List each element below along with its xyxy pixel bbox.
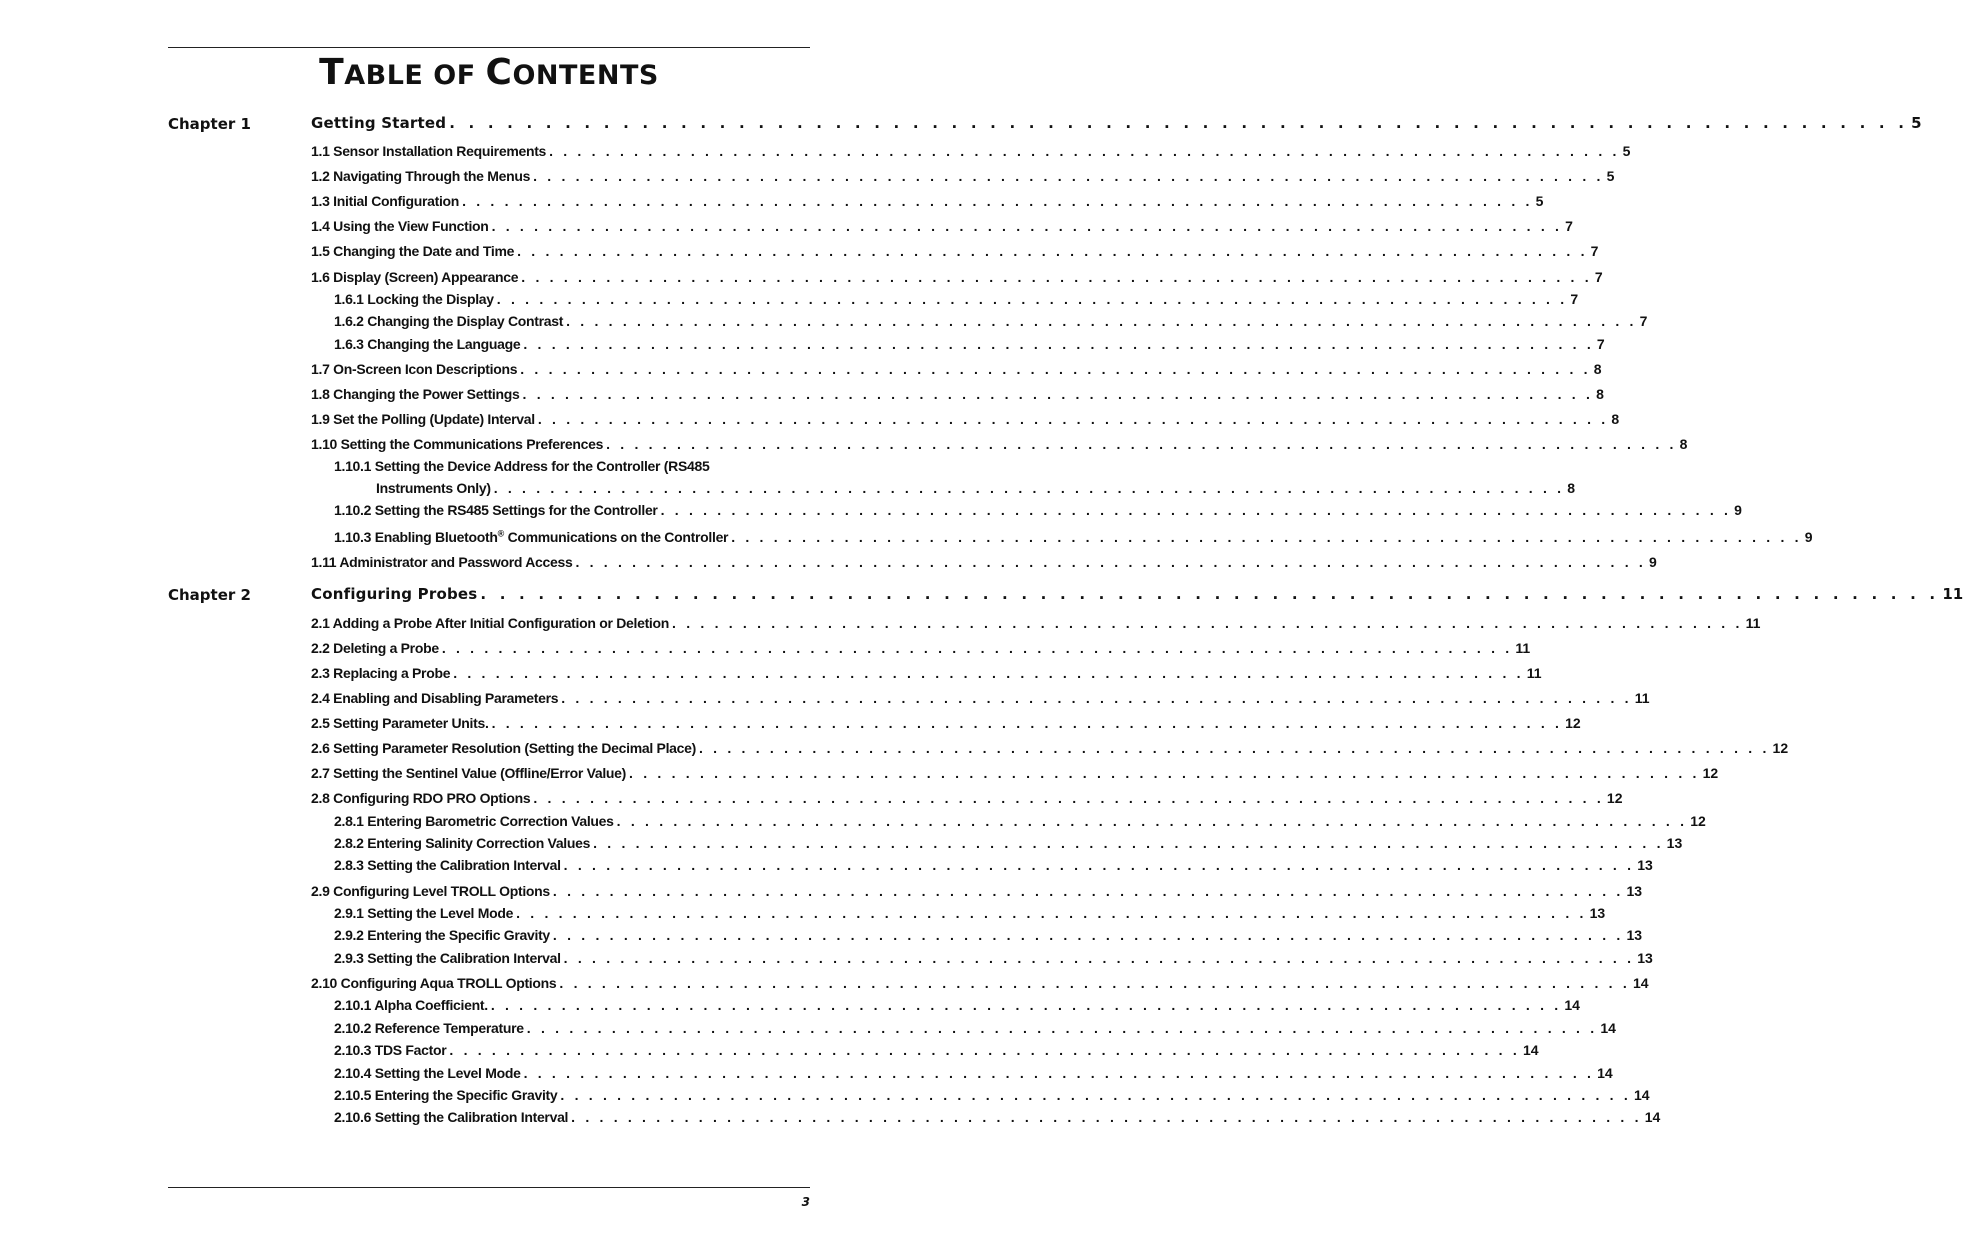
- toc-entry-page: 8: [1567, 480, 1576, 496]
- leader-dots: . . . . . . . . . . . . . . . . . . . . . . . . . . . . . . . . . . . . . . . . . . . . . . . . . . . . . . . . . . . . . . . . . . . . . . . . . . . .: [520, 361, 1591, 377]
- toc-entry-page: 14: [1564, 997, 1580, 1013]
- leader-dots: . . . . . . . . . . . . . . . . . . . . . . . . . . . . . . . . . . . . . . . . . . . . . . . . . . . . . . . . . . . . . . . . . . . . . . . . . . . .: [549, 143, 1620, 159]
- toc-entry-page: 11: [1526, 665, 1542, 681]
- toc-entry-text: 2.6 Setting Parameter Resolution (Setting the Decimal Place): [311, 740, 696, 756]
- toc-entry-2-10-4[interactable]: [334, 1065, 1613, 1081]
- toc-entry-page: 13: [1626, 927, 1643, 943]
- toc-entry-page: 12: [1565, 715, 1581, 731]
- leader-dots: . . . . . . . . . . . . . . . . . . . . . . . . . . . . . . . . . . . . . . . . . . . . . . . . . . . . . . . . . . . . . . . . . . . . . . . . . . . .: [523, 1065, 1595, 1081]
- toc-entry-text: 1.7 On-Screen Icon Descriptions: [311, 361, 518, 377]
- chapter-1-entry[interactable]: [311, 114, 1922, 132]
- toc-entry-page: 12: [1606, 790, 1623, 806]
- toc-entry-2-8-2[interactable]: [334, 835, 1683, 851]
- toc-entry-page: 12: [1690, 813, 1706, 829]
- bottom-rule: [168, 1187, 810, 1188]
- registered-mark: ®: [497, 528, 504, 539]
- toc-entry-page: 5: [1535, 193, 1544, 209]
- leader-dots: . . . . . . . . . . . . . . . . . . . . . . . . . . . . . . . . . . . . . . . . . . . . . . . . . . . . . . . . . . . . . . . . . . . . . . . . . . . .: [575, 554, 1646, 570]
- leader-dots: . . . . . . . . . . . . . . . . . . . . . . . . . . . . . . . . . . . . . . . . . . . . . . . . . . . . . . . . . . . . . . . . . . . . . . . . . . . .: [593, 835, 1664, 851]
- toc-entry-text: 2.2 Deleting a Probe: [311, 640, 439, 656]
- toc-entry-page: 9: [1804, 529, 1813, 545]
- toc-entry-page: 12: [1772, 740, 1789, 756]
- leader-dots: . . . . . . . . . . . . . . . . . . . . . . . . . . . . . . . . . . . . . . . . . . . . . . . . . . . . . . . . . . . . . . . . . . . . . . . . . . . .: [566, 313, 1637, 329]
- toc-entry-text: 2.8.3 Setting the Calibration Interval: [334, 857, 561, 873]
- title-rest-2: ONTENTS: [512, 60, 659, 91]
- title-rest-1: ABLE OF: [344, 60, 486, 91]
- toc-entry-text: 1.1 Sensor Installation Requirements: [311, 143, 547, 159]
- leader-dots: . . . . . . . . . . . . . . . . . . . . . . . . . . . . . . . . . . . . . . . . . . . . . . . . . . . . . . . . . . . . . . . . . . . . . . . . . . . .: [490, 997, 1562, 1013]
- leader-dots: . . . . . . . . . . . . . . . . . . . . . . . . . . . . . . . . . . . . . . . . . . . . . . . . . . . . . . . . . . . . . . . . . . . . . . . . . . . .: [521, 269, 1592, 285]
- toc-entry-text: 2.10.5 Entering the Specific Gravity: [334, 1087, 558, 1103]
- toc-entry-text: 2.10.6 Setting the Calibration Interval: [334, 1109, 569, 1125]
- toc-entry-page: 7: [1565, 218, 1573, 234]
- leader-dots: . . . . . . . . . . . . . . . . . . . . . . . . . . . . . . . . . . . . . . . . . . . . . . . . . . . . . . . . . . . . . . . . . . . . . . . . . . . .: [516, 905, 1587, 921]
- toc-entry-1-2[interactable]: [311, 168, 1615, 184]
- leader-dots: . . . . . . . . . . . . . . . . . . . . . . . . . . . . . . . . . . . . . . . . . . . . . . . . . . . . . . . . . . . . . . . . . . . . . . . . . . . .: [453, 665, 1524, 681]
- chapter-2-page: 11: [1942, 585, 1963, 603]
- toc-entry-page: 14: [1632, 975, 1649, 991]
- toc-entry-page: 9: [1734, 502, 1742, 518]
- chapter-2-label: Chapter 2: [168, 586, 251, 604]
- leader-dots: . . . . . . . . . . . . . . . . . . . . . . . . . . . . . . . . . . . . . . . . . . . . . . . . . . . . . . . . . . . . . . . . . . . . . . . . . . . .: [441, 640, 1513, 656]
- leader-dots: . . . . . . . . . . . . . . . . . . . . . . . . . . . . . . . . . . . . . . . . . . . . . . . . . . . . . . . . . . . . . . . . . . . . . . . . . . . .: [491, 218, 1563, 234]
- toc-entry-text: 2.5 Setting Parameter Units.: [311, 715, 489, 731]
- top-rule: [168, 47, 810, 48]
- toc-entry-2-9[interactable]: [311, 883, 1643, 899]
- leader-dots: . . . . . . . . . . . . . . . . . . . . . . . . . . . . . . . . . . . . . . . . . . . . . . . . . . . . . . . . . . . . . . . . . . . . . . . . . . . .: [533, 790, 1604, 806]
- toc-entry-2-8-3[interactable]: [334, 857, 1653, 873]
- leader-dots: . . . . . . . . . . . . . . . . . . . . . . . . . . . . . . . . . . . . . . . . . . . . . . . . . . . . . . . . . . . . . . . . . . . . . . . . . . . .: [571, 1109, 1642, 1125]
- chapter-1-page: 5: [1911, 114, 1922, 132]
- toc-entry-text: 2.10.3 TDS Factor: [334, 1042, 447, 1058]
- toc-entry-page: 8: [1593, 361, 1602, 377]
- toc-entry-text: 2.8.2 Entering Salinity Correction Values: [334, 835, 591, 851]
- toc-entry-page: 5: [1606, 168, 1615, 184]
- toc-entry-page: 8: [1611, 411, 1620, 427]
- toc-entry-page: 12: [1702, 765, 1719, 781]
- leader-dots: . . . . . . . . . . . . . . . . . . . . . . . . . . . . . . . . . . . . . . . . . . . . . . . . . . . . . . . . . . . . . . . . . . . . . . . . . . . .: [660, 502, 1732, 518]
- toc-entry-2-6[interactable]: [311, 740, 1789, 756]
- toc-entry-1-6-2[interactable]: [334, 313, 1648, 329]
- toc-entry-1-10-3[interactable]: [334, 528, 1813, 545]
- leader-dots: . . . . . . . . . . . . . . . . . . . . . . . . . . . . . . . . . . . . . . . . . . . . . . . . . . . . . . . . . . . . . . . . . . . . . . . . . . . .: [629, 765, 1700, 781]
- leader-dots: . . . . . . . . . . . . . . . . . . . . . . . . . . . . . . . . . . . . . . . . . . . . . . . . . . . . . . . . . . . . . . . . . . . . . . . . . . . .: [559, 975, 1630, 991]
- toc-entry-text: 2.9 Configuring Level TROLL Options: [311, 883, 550, 899]
- toc-entry-text: 2.7 Setting the Sentinel Value (Offline/Error Value): [311, 765, 627, 781]
- leader-dots: . . . . . . . . . . . . . . . . . . . . . . . . . . . . . . . . . . . . . . . . . . . . . . . . . . . . . . . . . . . . . . . . . . . . . . . . . . . .: [672, 615, 1743, 631]
- toc-entry-page: 14: [1522, 1042, 1539, 1058]
- toc-entry-text: 1.6 Display (Screen) Appearance: [311, 269, 519, 285]
- toc-entry-page: 7: [1596, 336, 1605, 352]
- leader-dots: . . . . . . . . . . . . . . . . . . . . . . . . . . . . . . . . . . . . . . . . . . . . . . . . . . . . . . . . . . . . . . . . . . . . . . . . . . . .: [537, 411, 1609, 427]
- toc-entry-page: 14: [1633, 1087, 1650, 1103]
- leader-dots: . . . . . . . . . . . . . . . . . . . . . . . . . . . . . . . . . . . . . . . . . . . . . . . . . . . . . . . . . . . . . . . . . . . . . . . . . . . .: [563, 950, 1635, 966]
- toc-entry-page: 14: [1600, 1020, 1616, 1036]
- toc-entry-text: 2.10.2 Reference Temperature: [334, 1020, 524, 1036]
- toc-entry-1-10-2[interactable]: [334, 502, 1742, 518]
- leader-dots: . . . . . . . . . . . . . . . . . . . . . . . . . . . . . . . . . . . . . . . . . . . . . . . . . . . . . . . . . . . . . . . . . . . . . . . . . . . .: [606, 436, 1677, 452]
- toc-entry-text: [334, 529, 728, 545]
- leader-dots: . . . . . . . . . . . . . . . . . . . . . . . . . . . . . . . . . . . . . . . . . . . . . . . . . . . . . . . . . . . . . . . . . . . . . . . . . . . .: [552, 883, 1624, 899]
- toc-entry-text: 1.6.1 Locking the Display: [334, 291, 494, 307]
- toc-entry-1-1[interactable]: [311, 143, 1631, 159]
- toc-entry-page: 9: [1649, 554, 1657, 570]
- title-initial-c: C: [485, 52, 513, 93]
- leader-dots: . . . . . . . . . . . . . . . . . . . . . . . . . . . . . . . . . . . . . . . . . . . . . . . . . . . . . . . . . . . . . . . . . . . . . . . . . . . .: [449, 114, 1909, 132]
- toc-entry-2-8-1[interactable]: [334, 813, 1706, 829]
- leader-dots: . . . . . . . . . . . . . . . . . . . . . . . . . . . . . . . . . . . . . . . . . . . . . . . . . . . . . . . . . . . . . . . . . . . . . . . . . . . .: [493, 480, 1565, 496]
- toc-entry-text: 2.1 Adding a Probe After Initial Configuration or Deletion: [311, 615, 670, 631]
- toc-entry-text: 1.6.3 Changing the Language: [334, 336, 521, 352]
- toc-entry-page: 5: [1622, 143, 1631, 159]
- leader-dots: . . . . . . . . . . . . . . . . . . . . . . . . . . . . . . . . . . . . . . . . . . . . . . . . . . . . . . . . . . . . . . . . . . . . . . . . . . . .: [517, 243, 1588, 259]
- leader-dots: . . . . . . . . . . . . . . . . . . . . . . . . . . . . . . . . . . . . . . . . . . . . . . . . . . . . . . . . . . . . . . . . . . . . . . . . . . . .: [552, 927, 1624, 943]
- toc-entry-2-9-1[interactable]: [334, 905, 1606, 921]
- leader-dots: . . . . . . . . . . . . . . . . . . . . . . . . . . . . . . . . . . . . . . . . . . . . . . . . . . . . . . . . . . . . . . . . . . . . . . . . . . . .: [496, 291, 1568, 307]
- toc-entry-2-9-3[interactable]: [334, 950, 1653, 966]
- leader-dots: . . . . . . . . . . . . . . . . . . . . . . . . . . . . . . . . . . . . . . . . . . . . . . . . . . . . . . . . . . . . . . . . . . . . . . . . . . . .: [561, 690, 1632, 706]
- toc-entry-text: 2.3 Replacing a Probe: [311, 665, 451, 681]
- leader-dots: . . . . . . . . . . . . . . . . . . . . . . . . . . . . . . . . . . . . . . . . . . . . . . . . . . . . . . . . . . . . . . . . . . . . . . . . . . . .: [699, 740, 1770, 756]
- toc-entry-2-10-1[interactable]: [334, 997, 1580, 1013]
- toc-entry-1-10-1-line2[interactable]: [376, 480, 1576, 496]
- toc-entry-text: 2.8 Configuring RDO PRO Options: [311, 790, 531, 806]
- leader-dots: . . . . . . . . . . . . . . . . . . . . . . . . . . . . . . . . . . . . . . . . . . . . . . . . . . . . . . . . . . . . . . . . . . . . . . . . . . . .: [731, 529, 1802, 545]
- chapter-2-title: Configuring Probes: [311, 585, 478, 603]
- leader-dots: . . . . . . . . . . . . . . . . . . . . . . . . . . . . . . . . . . . . . . . . . . . . . . . . . . . . . . . . . . . . . . . . . . . . . . . . . . . .: [522, 386, 1594, 402]
- toc-entry-text: 2.8.1 Entering Barometric Correction Values: [334, 813, 614, 829]
- toc-entry-text: 1.3 Initial Configuration: [311, 193, 460, 209]
- toc-entry-text: 1.10.2 Setting the RS485 Settings for the Controller: [334, 502, 658, 518]
- toc-entry-text: Instruments Only): [376, 480, 491, 496]
- leader-dots: . . . . . . . . . . . . . . . . . . . . . . . . . . . . . . . . . . . . . . . . . . . . . . . . . . . . . . . . . . . . . . . . . . . . . . . . . . . .: [616, 813, 1688, 829]
- toc-entry-2-10-3[interactable]: [334, 1042, 1539, 1058]
- toc-entry-text: 2.9.2 Entering the Specific Gravity: [334, 927, 550, 943]
- toc-entry-page: 13: [1589, 905, 1606, 921]
- toc-entry-2-10[interactable]: [311, 975, 1649, 991]
- title-initial-t: T: [319, 52, 345, 93]
- page-title: [168, 52, 810, 93]
- toc-entry-2-1[interactable]: [311, 615, 1761, 631]
- toc-entry-text: 1.5 Changing the Date and Time: [311, 243, 515, 259]
- toc-entry-text: 2.10.4 Setting the Level Mode: [334, 1065, 521, 1081]
- toc-entry-text: 1.8 Changing the Power Settings: [311, 386, 520, 402]
- toc-entry-text: 1.9 Set the Polling (Update) Interval: [311, 411, 535, 427]
- toc-entry-1-3[interactable]: [311, 193, 1544, 209]
- toc-entry-page: 7: [1594, 269, 1603, 285]
- toc-entry-1-8[interactable]: [311, 386, 1604, 402]
- toc-entry-page: 14: [1597, 1065, 1613, 1081]
- toc-entry-page: 13: [1637, 950, 1653, 966]
- toc-entry-text: 1.10 Setting the Communications Preferences: [311, 436, 604, 452]
- toc-entry-2-9-2[interactable]: [334, 927, 1643, 943]
- toc-entry-2-2[interactable]: [311, 640, 1531, 656]
- page-number: 3: [801, 1195, 810, 1209]
- toc-entry-2-4[interactable]: [311, 690, 1650, 706]
- toc-entry-text: 1.11 Administrator and Password Access: [311, 554, 573, 570]
- toc-entry-page: 13: [1637, 857, 1653, 873]
- toc-entry-1-9[interactable]: [311, 411, 1620, 427]
- toc-entry-2-10-6[interactable]: [334, 1109, 1661, 1125]
- leader-dots: . . . . . . . . . . . . . . . . . . . . . . . . . . . . . . . . . . . . . . . . . . . . . . . . . . . . . . . . . . . . . . . . . . . . . . . . . . . .: [491, 715, 1563, 731]
- toc-entry-page: 14: [1644, 1109, 1661, 1125]
- chapter-1-label: Chapter 1: [168, 115, 251, 133]
- toc-entry-1-6[interactable]: [311, 269, 1603, 285]
- toc-entry-1-10-1-line1[interactable]: 1.10.1 Setting the Device Address for the Controller (RS485: [334, 458, 710, 474]
- toc-entry-page: 8: [1679, 436, 1688, 452]
- toc-entry-text-part1: 1.10.3 Enabling Bluetooth: [334, 529, 498, 545]
- toc-entry-2-10-5[interactable]: [334, 1087, 1650, 1103]
- toc-entry-1-10[interactable]: [311, 436, 1688, 452]
- toc-entry-page: 11: [1745, 615, 1761, 631]
- toc-entry-text: 1.2 Navigating Through the Menus: [311, 168, 531, 184]
- toc-entry-2-10-2[interactable]: [334, 1020, 1616, 1036]
- toc-entry-text: 2.10.1 Alpha Coefficient.: [334, 997, 488, 1013]
- toc-entry-text: 2.10 Configuring Aqua TROLL Options: [311, 975, 557, 991]
- leader-dots: . . . . . . . . . . . . . . . . . . . . . . . . . . . . . . . . . . . . . . . . . . . . . . . . . . . . . . . . . . . . . . . . . . . . . . . . . . . .: [533, 168, 1604, 184]
- leader-dots: . . . . . . . . . . . . . . . . . . . . . . . . . . . . . . . . . . . . . . . . . . . . . . . . . . . . . . . . . . . . . . . . . . . . . . . . . . . .: [523, 336, 1594, 352]
- toc-entry-1-11[interactable]: [311, 554, 1657, 570]
- toc-entry-1-6-3[interactable]: [334, 336, 1605, 352]
- toc-entry-2-3[interactable]: [311, 665, 1542, 681]
- chapter-2-entry[interactable]: [311, 585, 1963, 603]
- toc-entry-1-7[interactable]: [311, 361, 1602, 377]
- leader-dots: . . . . . . . . . . . . . . . . . . . . . . . . . . . . . . . . . . . . . . . . . . . . . . . . . . . . . . . . . . . . . . . . . . . . . . . . . . . .: [449, 1042, 1520, 1058]
- toc-entry-text: 1.4 Using the View Function: [311, 218, 489, 234]
- toc-entry-page: 7: [1570, 291, 1579, 307]
- toc-entry-1-5[interactable]: [311, 243, 1599, 259]
- toc-entry-page: 13: [1666, 835, 1683, 851]
- toc-entry-page: 7: [1590, 243, 1599, 259]
- toc-entry-1-6-1[interactable]: [334, 291, 1579, 307]
- toc-entry-page: 11: [1515, 640, 1531, 656]
- leader-dots: . . . . . . . . . . . . . . . . . . . . . . . . . . . . . . . . . . . . . . . . . . . . . . . . . . . . . . . . . . . . . . . . . . . . . . . . . . . .: [462, 193, 1533, 209]
- leader-dots: . . . . . . . . . . . . . . . . . . . . . . . . . . . . . . . . . . . . . . . . . . . . . . . . . . . . . . . . . . . . . . . . . . . . . . . . . . . .: [563, 857, 1635, 873]
- toc-entry-page: 7: [1639, 313, 1648, 329]
- chapter-1-title: Getting Started: [311, 114, 447, 132]
- toc-entry-2-7[interactable]: [311, 765, 1719, 781]
- toc-entry-2-8[interactable]: [311, 790, 1623, 806]
- leader-dots: . . . . . . . . . . . . . . . . . . . . . . . . . . . . . . . . . . . . . . . . . . . . . . . . . . . . . . . . . . . . . . . . . . . . . . . . . . . .: [526, 1020, 1598, 1036]
- toc-entry-page: 8: [1596, 386, 1604, 402]
- toc-entry-1-4[interactable]: [311, 218, 1573, 234]
- toc-entry-text: 2.4 Enabling and Disabling Parameters: [311, 690, 559, 706]
- toc-entry-page: 13: [1626, 883, 1643, 899]
- toc-entry-text: 2.9.1 Setting the Level Mode: [334, 905, 514, 921]
- toc-entry-text: 2.9.3 Setting the Calibration Interval: [334, 950, 561, 966]
- toc-entry-page: 11: [1634, 690, 1650, 706]
- toc-entry-2-5[interactable]: [311, 715, 1581, 731]
- leader-dots: . . . . . . . . . . . . . . . . . . . . . . . . . . . . . . . . . . . . . . . . . . . . . . . . . . . . . . . . . . . . . . . . . . . . . . . . . . . .: [480, 585, 1940, 603]
- toc-entry-text-part2: Communications on the Controller: [503, 529, 729, 545]
- toc-entry-text: 1.6.2 Changing the Display Contrast: [334, 313, 564, 329]
- leader-dots: . . . . . . . . . . . . . . . . . . . . . . . . . . . . . . . . . . . . . . . . . . . . . . . . . . . . . . . . . . . . . . . . . . . . . . . . . . . .: [560, 1087, 1631, 1103]
